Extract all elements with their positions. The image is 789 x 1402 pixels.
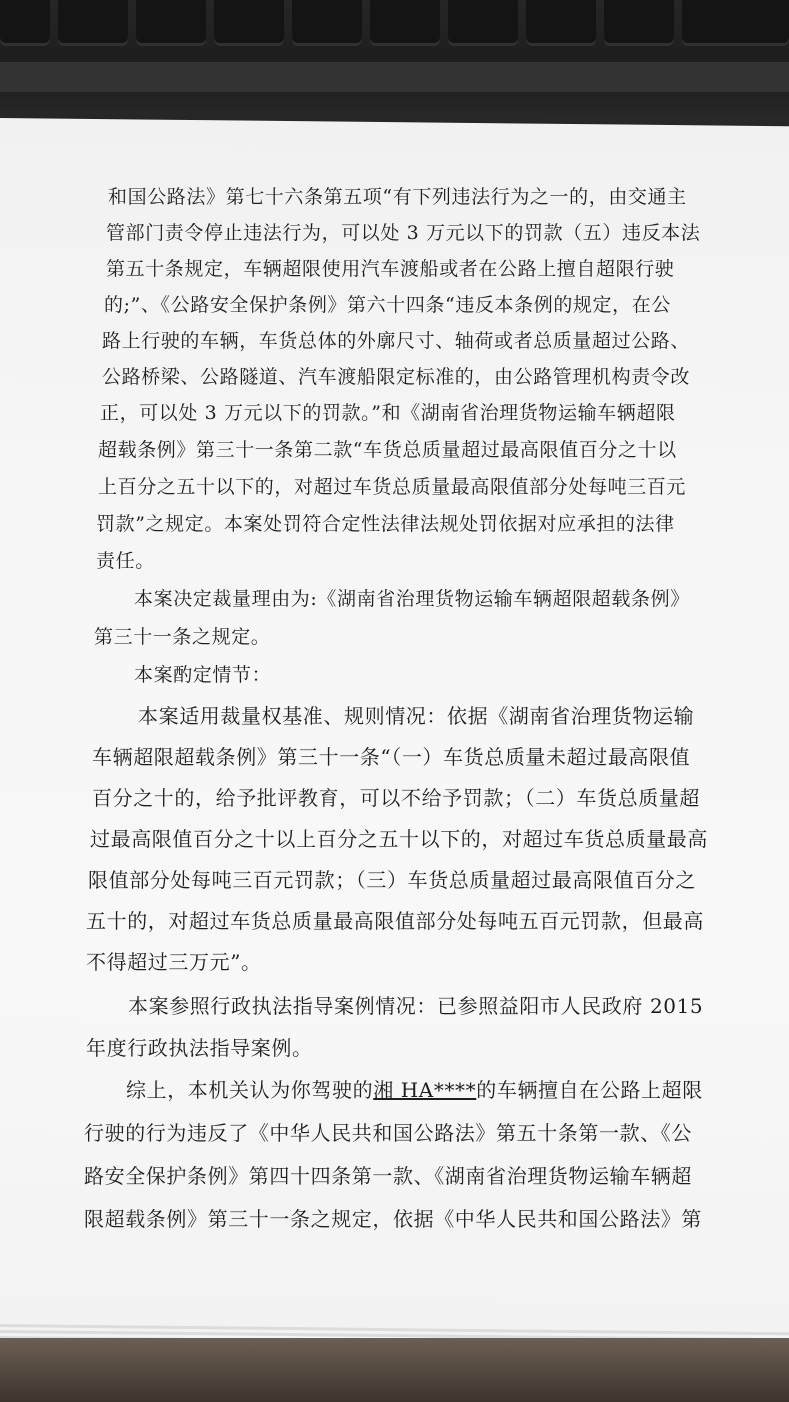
text-line: 百分之十的，给予批评教育，可以不给予罚款；（二）车货总质量超 bbox=[92, 786, 700, 810]
text-span: 的车辆擅自在公路上超限 bbox=[476, 1078, 703, 1102]
text-line: 上百分之五十以下的，对超过车货总质量最高限值部分处每吨三百元 bbox=[98, 476, 687, 498]
text-line: 路安全保护条例》第四十四条第一款、《湖南省治理货物运输车辆超 bbox=[84, 1164, 692, 1188]
text-line: 五十的，对超过车货总质量最高限值部分处每吨五百元罚款，但最高 bbox=[86, 909, 704, 933]
keyboard-key bbox=[526, 0, 596, 46]
text-line: 本案参照行政执法指导案例情况：已参照益阳市人民政府 2015 bbox=[128, 994, 704, 1018]
text-line: 限值部分处每吨三百元罚款；（三）车货总质量超过最高限值百分之 bbox=[88, 868, 696, 892]
text-line: 限超载条例》第三十一条之规定，依据《中华人民共和国公路法》第 bbox=[84, 1207, 702, 1231]
keyboard-key bbox=[370, 0, 440, 46]
keyboard-key bbox=[292, 0, 362, 46]
keyboard-edge bbox=[0, 62, 789, 92]
text-line: 管部门责令停止违法行为，可以处 3 万元以下的罚款（五）违反本法 bbox=[106, 222, 701, 244]
vehicle-plate-number: 湘 HA**** bbox=[373, 1078, 477, 1102]
keyboard-key bbox=[604, 0, 674, 46]
text-line: 公路桥梁、公路隧道、汽车渡船限定标准的，由公路管理机构责令改 bbox=[102, 366, 691, 388]
text-line: 过最高限值百分之十以上百分之五十以下的，对超过车货总质量最高 bbox=[90, 827, 708, 851]
text-line: 责任。 bbox=[96, 550, 155, 572]
keyboard-key bbox=[58, 0, 128, 46]
text-line: 超载条例》第三十一条第二款“车货总质量超过最高限值百分之十以 bbox=[98, 439, 677, 461]
text-line: 本案适用裁量权基准、规则情况：依据《湖南省治理货物运输 bbox=[138, 704, 695, 728]
text-line: 和国公路法》第七十六条第五项“有下列违法行为之一的，由交通主 bbox=[108, 186, 687, 208]
keyboard-key bbox=[214, 0, 284, 46]
text-line: 行驶的行为违反了《中华人民共和国公路法》第五十条第一款、《公 bbox=[84, 1121, 692, 1145]
keyboard-key bbox=[0, 0, 50, 46]
keyboard-key bbox=[136, 0, 206, 46]
text-line: 第三十一条之规定。 bbox=[94, 626, 271, 648]
text-line: 的;”、《公路安全保护条例》第六十四条“违反本条例的规定，在公 bbox=[104, 294, 671, 316]
keyboard-background bbox=[0, 0, 789, 130]
text-line: 本案决定裁量理由为:《湖南省治理货物运输车辆超限超载条例》 bbox=[134, 588, 690, 610]
text-line: 车辆超限超载条例》第三十一条“（一）车货总质量未超过最高限值 bbox=[92, 745, 691, 769]
keyboard-key bbox=[448, 0, 518, 46]
text-line bbox=[126, 1080, 703, 1100]
text-line: 路上行驶的车辆，车货总体的外廓尺寸、轴荷或者总质量超过公路、 bbox=[102, 330, 691, 352]
text-line: 第五十条规定，车辆超限使用汽车渡船或者在公路上擅自超限行驶 bbox=[106, 258, 675, 280]
keyboard-key-row bbox=[0, 0, 789, 50]
keyboard-key bbox=[682, 0, 789, 46]
table-surface bbox=[0, 1338, 789, 1402]
text-line: 本案酌定情节： bbox=[134, 664, 272, 686]
text-line: 正，可以处 3 万元以下的罚款。”和《湖南省治理货物运输车辆超限 bbox=[100, 402, 676, 424]
text-line: 年度行政执法指导案例。 bbox=[86, 1036, 313, 1060]
text-line: 不得超过三万元”。 bbox=[86, 950, 262, 974]
text-span: 综上，本机关认为你驾驶的 bbox=[126, 1078, 374, 1102]
text-line: 罚款”之规定。本案处罚符合定性法律法规处罚依据对应承担的法律 bbox=[96, 513, 675, 535]
